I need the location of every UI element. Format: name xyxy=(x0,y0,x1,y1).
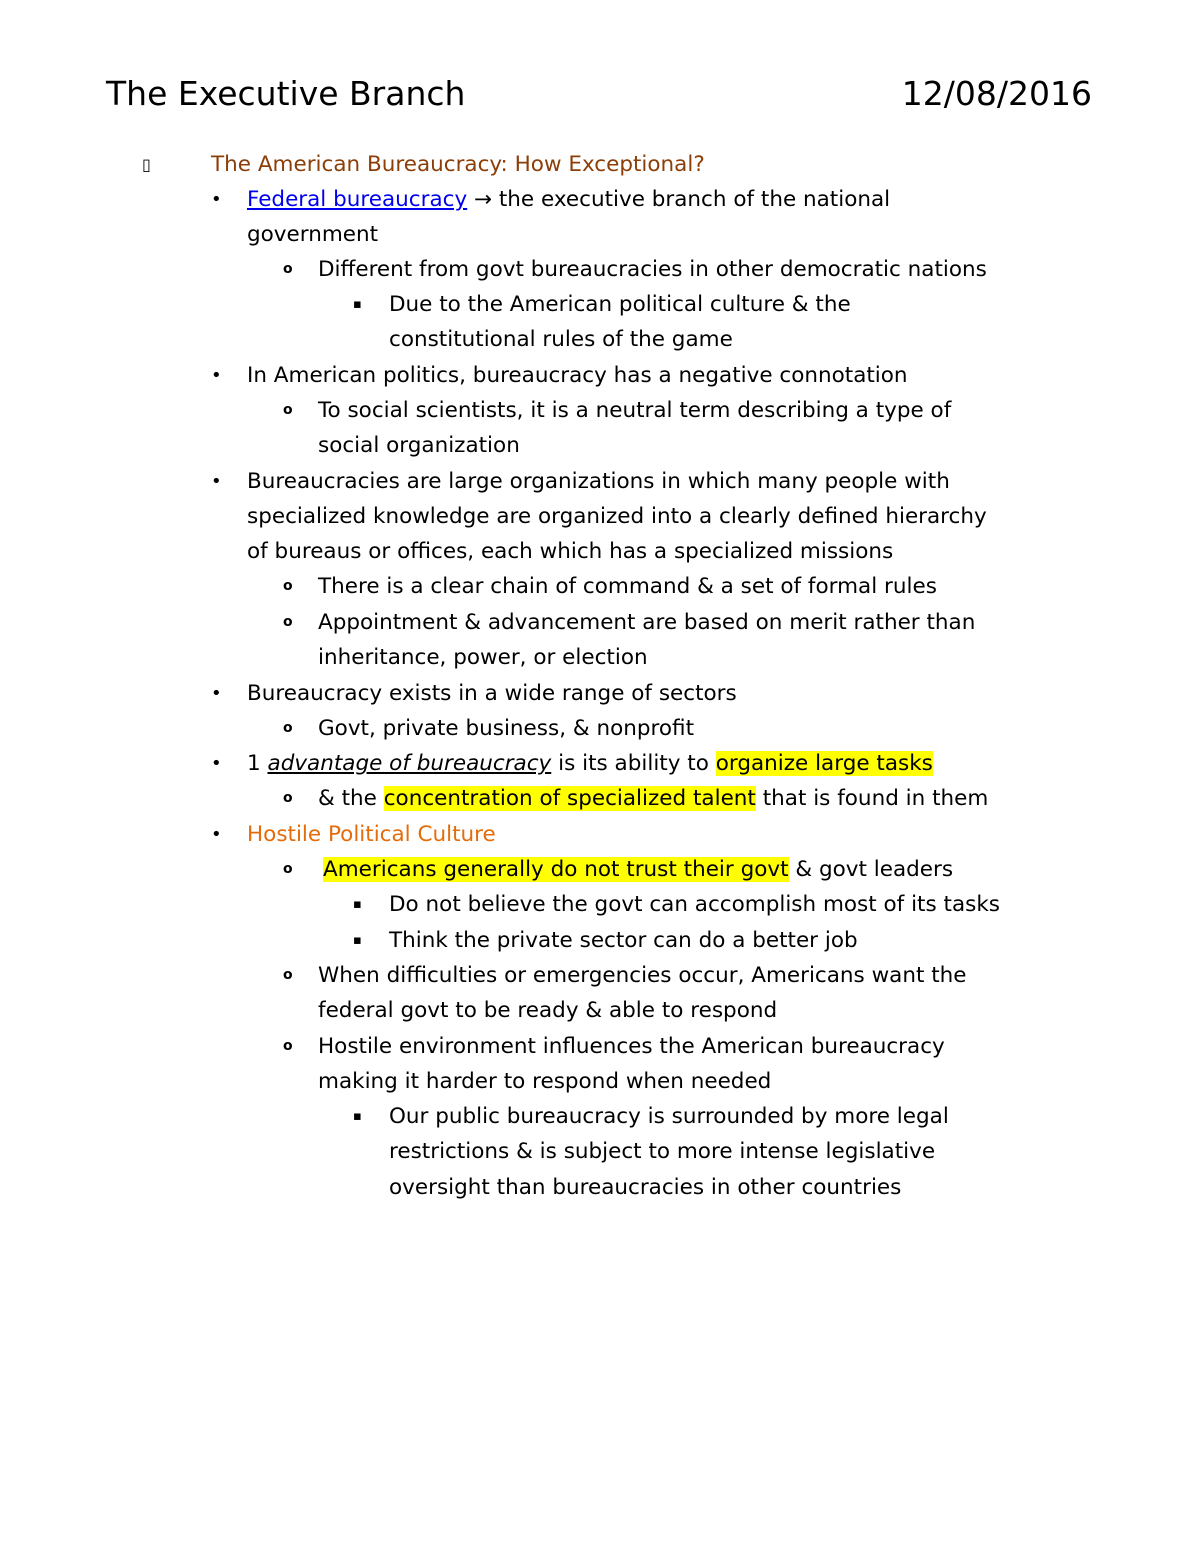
list-item: Appointment & advancement are based on merit rather than xyxy=(318,610,976,635)
highlighted-text: concentration of specialized talent xyxy=(383,786,756,811)
list-item-continuation: specialized knowledge are organized into a clearly defined hierarchy xyxy=(247,504,987,529)
circle-bullet-icon: o xyxy=(283,402,293,418)
list-item: 1 advantage of bureaucracy is its ability to organize large tasks xyxy=(247,751,933,776)
bullet-icon: • xyxy=(211,753,222,774)
square-bullet-icon: ▪ xyxy=(353,897,362,912)
list-item-continuation: inheritance, power, or election xyxy=(318,645,648,670)
list-item: Federal bureaucracy → the executive branch of the national xyxy=(247,187,891,212)
list-item: & the concentration of specialized talent that is found in them xyxy=(318,786,989,811)
list-item: Americans generally do not trust their govt & govt leaders xyxy=(323,857,954,882)
list-item: Our public bureaucracy is surrounded by more legal xyxy=(389,1104,949,1129)
list-item-continuation: social organization xyxy=(318,433,520,458)
list-item: When difficulties or emergencies occur, Americans want the xyxy=(318,963,967,988)
highlighted-text: Americans generally do not trust their govt xyxy=(323,857,789,882)
circle-bullet-icon: o xyxy=(283,790,293,806)
circle-bullet-icon: o xyxy=(283,614,293,630)
list-item: Bureaucracy exists in a wide range of sectors xyxy=(247,681,737,706)
bullet-icon: • xyxy=(211,189,222,210)
circle-bullet-icon: o xyxy=(283,1038,293,1054)
bullet-icon: • xyxy=(211,471,222,492)
section-heading: The American Bureaucracy: How Exceptional? xyxy=(211,152,705,177)
circle-bullet-icon: o xyxy=(283,578,293,594)
list-item-continuation: of bureaus or offices, each which has a specialized missions xyxy=(247,539,894,564)
list-item: There is a clear chain of command & a set of formal rules xyxy=(318,574,937,599)
list-item: Due to the American political culture & the xyxy=(389,292,851,317)
list-item-continuation: constitutional rules of the game xyxy=(389,327,733,352)
square-bullet-icon: ▪ xyxy=(353,297,362,312)
list-item: Bureaucracies are large organizations in which many people with xyxy=(247,469,950,494)
list-item: Govt, private business, & nonprofit xyxy=(318,716,695,741)
federal-bureaucracy-link[interactable]: Federal bureaucracy xyxy=(247,187,468,212)
bullet-icon: • xyxy=(211,824,222,845)
page-date: 12/08/2016 xyxy=(901,74,1092,113)
square-bullet-icon: ▪ xyxy=(353,933,362,948)
list-item-continuation: restrictions & is subject to more intense legislative xyxy=(389,1139,936,1164)
list-item: Different from govt bureaucracies in other democratic nations xyxy=(318,257,987,282)
arrow-icon: → xyxy=(474,187,493,212)
bullet-icon: • xyxy=(211,683,222,704)
list-item-continuation: government xyxy=(247,222,379,247)
list-item: Hostile environment influences the American bureaucracy xyxy=(318,1034,945,1059)
list-item: To social scientists, it is a neutral term describing a type of xyxy=(318,398,952,423)
list-item: In American politics, bureaucracy has a negative connotation xyxy=(247,363,908,388)
circle-bullet-icon: o xyxy=(283,967,293,983)
highlighted-text: organize large tasks xyxy=(715,751,933,776)
circle-bullet-icon: o xyxy=(283,261,293,277)
circle-bullet-icon: o xyxy=(283,861,293,877)
list-item-continuation: making it harder to respond when needed xyxy=(318,1069,772,1094)
list-item: Do not believe the govt can accomplish most of its tasks xyxy=(389,892,1000,917)
list-item: Think the private sector can do a better job xyxy=(389,928,858,953)
circle-bullet-icon: o xyxy=(283,720,293,736)
emphasized-term: advantage of bureaucracy xyxy=(267,751,552,776)
box-marker-icon: ▯ xyxy=(142,155,151,174)
page-title: The Executive Branch xyxy=(106,74,466,113)
list-item-continuation: federal govt to be ready & able to respond xyxy=(318,998,778,1023)
subsection-heading: Hostile Political Culture xyxy=(247,822,496,847)
bullet-icon: • xyxy=(211,365,222,386)
square-bullet-icon: ▪ xyxy=(353,1109,362,1124)
list-item-continuation: oversight than bureaucracies in other countries xyxy=(389,1175,902,1200)
